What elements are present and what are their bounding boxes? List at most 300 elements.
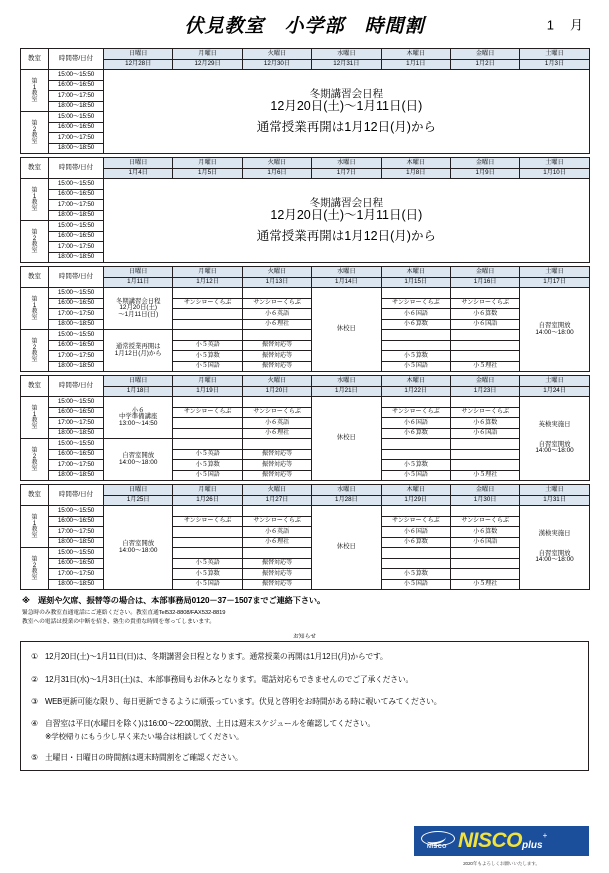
notice-item-4 (31, 718, 578, 742)
banner-line-1: 冬期講習会日程 (309, 197, 384, 210)
class-cell-mon: サンシローくらぶ (173, 516, 242, 527)
class-cell-thu: 小５算数 (381, 569, 450, 580)
class-cell-thu (381, 548, 450, 559)
notice-number: ③ (31, 697, 38, 707)
date-header-3: 12月31日 (312, 59, 381, 70)
class-cell-thu (381, 397, 450, 408)
class-cell-fri (450, 439, 519, 450)
time-slot: 15:00～15:50 (49, 506, 104, 517)
class-cell-mon (173, 418, 242, 429)
header-timeslot: 時間帯/日付 (49, 158, 104, 179)
class-cell-tue: 振替対応等 (242, 460, 311, 471)
class-cell-thu: 小６国語 (381, 527, 450, 538)
timetable-row (21, 439, 590, 450)
time-slot: 17:00～17:50 (49, 200, 104, 211)
time-slot: 17:00～17:50 (49, 418, 104, 429)
page-title: 伏見教室 小学部 時間割 (184, 15, 425, 37)
weekday-header-row (21, 49, 590, 60)
wednesday-holiday-note: 休校日 (312, 397, 381, 481)
class-cell-tue: 小６英語 (242, 309, 311, 320)
class-cell-mon (173, 319, 242, 330)
class-cell-thu (381, 340, 450, 351)
weekday-header-4: 木曜日 (381, 158, 450, 169)
class-cell-thu: 小５国語 (381, 361, 450, 372)
class-cell-mon: 小５算数 (173, 351, 242, 362)
saturday-note: 漢検実施日 自習室開放 14:00～18:00 (520, 506, 589, 590)
date-header-2: 1月20日 (242, 386, 311, 397)
weekday-header-0: 日曜日 (104, 485, 173, 496)
weekday-header-6: 土曜日 (520, 158, 589, 169)
holiday-banner (104, 70, 590, 154)
notice-text: 土曜日・日曜日の時間割は週末時間割をご確認ください。 (45, 753, 243, 763)
time-slot: 15:00～15:50 (49, 112, 104, 123)
logo-caption: 2020年もよろしくお願いいたします。 (463, 861, 540, 866)
header-room: 教室 (21, 49, 49, 70)
month-number: 1 (546, 17, 554, 33)
weekday-header-row (21, 158, 590, 169)
logo-area (414, 826, 589, 867)
room-label-0: 第 1 教 室 (21, 70, 49, 112)
notice-text: 12月31日(水)～1月3日(土)は、本部事務局もお休みとなります。電話対応もできませんのでご了承ください。 (45, 674, 414, 684)
notices-section (20, 631, 589, 771)
header-timeslot: 時間帯/日付 (49, 376, 104, 397)
contact-main-line: ※ 遅刻や欠席、振替等の場合は、本部事務局0120－37－1507までご連絡下さい。 (22, 596, 326, 605)
class-cell-mon (173, 428, 242, 439)
class-cell-tue (242, 548, 311, 559)
time-slot: 17:00～17:50 (49, 527, 104, 538)
time-slot: 18:00～18:50 (49, 101, 104, 112)
class-cell-thu (381, 506, 450, 517)
date-header-3: 1月7日 (312, 168, 381, 179)
time-slot: 15:00～15:50 (49, 548, 104, 559)
weekday-header-6: 土曜日 (520, 376, 589, 387)
class-cell-thu: サンシローくらぶ (381, 407, 450, 418)
header-timeslot: 時間帯/日付 (49, 267, 104, 288)
time-slot: 17:00～17:50 (49, 351, 104, 362)
time-slot: 15:00～15:50 (49, 221, 104, 232)
weekday-header-6: 土曜日 (520, 485, 589, 496)
class-cell-mon (173, 330, 242, 341)
weekday-header-row (21, 376, 590, 387)
room-label-0: 第 1 教 室 (21, 397, 49, 439)
weekday-header-6: 土曜日 (520, 267, 589, 278)
notice-number: ⑤ (31, 753, 38, 763)
weekday-header-5: 金曜日 (450, 485, 519, 496)
class-cell-tue: 小６英語 (242, 527, 311, 538)
class-cell-fri (450, 340, 519, 351)
date-header-4: 1月29日 (381, 495, 450, 506)
wednesday-holiday-note: 休校日 (312, 506, 381, 590)
date-header-5: 1月23日 (450, 386, 519, 397)
class-cell-fri: サンシローくらぶ (450, 298, 519, 309)
notices-box (20, 641, 589, 771)
class-cell-thu (381, 439, 450, 450)
header-room: 教室 (21, 158, 49, 179)
class-cell-thu (381, 558, 450, 569)
class-cell-thu (381, 449, 450, 460)
time-slot: 18:00～18:50 (49, 428, 104, 439)
notice-number: ① (31, 652, 38, 662)
sunday-note: 自習室開放 14:00～18:00 (104, 506, 173, 590)
week-table-week-1 (20, 48, 590, 154)
date-header-2: 1月6日 (242, 168, 311, 179)
weekday-header-1: 月曜日 (173, 376, 242, 387)
class-cell-tue: 小６理社 (242, 428, 311, 439)
time-slot: 16:00～16:50 (49, 80, 104, 91)
class-cell-fri: 小６国語 (450, 428, 519, 439)
time-slot: 16:00～16:50 (49, 298, 104, 309)
room-label-0: 第 1 教 室 (21, 506, 49, 548)
class-cell-mon: 小５英語 (173, 449, 242, 460)
header-timeslot: 時間帯/日付 (49, 485, 104, 506)
holiday-banner (104, 179, 590, 263)
weekday-header-5: 金曜日 (450, 158, 519, 169)
class-cell-thu: 小５算数 (381, 351, 450, 362)
time-slot: 17:00～17:50 (49, 133, 104, 144)
banner-line-2: 12月20日(土)～1月11日(日) (270, 98, 423, 113)
class-cell-mon (173, 397, 242, 408)
class-cell-thu: 小６算数 (381, 537, 450, 548)
date-header-row (21, 277, 590, 288)
class-cell-tue (242, 288, 311, 299)
date-header-row (21, 495, 590, 506)
date-header-3: 1月21日 (312, 386, 381, 397)
class-cell-fri: サンシローくらぶ (450, 516, 519, 527)
class-cell-tue: 振替対応等 (242, 361, 311, 372)
time-slot: 15:00～15:50 (49, 439, 104, 450)
time-slot: 17:00～17:50 (49, 569, 104, 580)
weekday-header-3: 水曜日 (312, 376, 381, 387)
date-header-5: 1月2日 (450, 59, 519, 70)
class-cell-fri: 小６算数 (450, 418, 519, 429)
date-header-6: 1月17日 (520, 277, 589, 288)
contact-sub-line-2: 教室への電話は授業の中断を招き、塾生の貴重な時間を奪ってしまいます。 (22, 618, 215, 625)
sunday-note: 冬期講習会日程 12月20日(土) ～1月11日(日) (104, 288, 173, 330)
notice-subtext: ※学校帰りにもう少し早く来たい場合は相談してください。 (45, 731, 244, 741)
time-slot: 15:00～15:50 (49, 397, 104, 408)
weekday-header-2: 火曜日 (242, 485, 311, 496)
time-slot: 17:00～17:50 (49, 309, 104, 320)
class-cell-thu: サンシローくらぶ (381, 298, 450, 309)
time-slot: 17:00～17:50 (49, 242, 104, 253)
room-label-1: 第 2 教 室 (21, 439, 49, 481)
class-cell-fri (450, 330, 519, 341)
class-cell-fri: サンシローくらぶ (450, 407, 519, 418)
time-slot: 16:00～16:50 (49, 558, 104, 569)
class-cell-mon (173, 506, 242, 517)
month-indicator (547, 15, 583, 34)
class-cell-fri: 小６算数 (450, 527, 519, 538)
contact-sub-line-1: 緊急時のみ教室直通電話にご連絡ください。教室直通Tel532-8808/FAX532-8819 (22, 609, 226, 616)
logo-plus-text: plus (522, 840, 543, 851)
class-cell-mon (173, 309, 242, 320)
class-cell-mon: 小５国語 (173, 470, 242, 481)
class-cell-mon: 小５算数 (173, 569, 242, 580)
class-cell-fri: 小５理社 (450, 361, 519, 372)
class-cell-tue: 振替対応等 (242, 351, 311, 362)
class-cell-mon: 小５算数 (173, 460, 242, 471)
sunday-note: 自習室開放 14:00～18:00 (104, 439, 173, 481)
notice-body (45, 696, 441, 708)
week-table-week-5 (20, 484, 590, 590)
weekday-header-0: 日曜日 (104, 158, 173, 169)
time-slot: 18:00～18:50 (49, 470, 104, 481)
nisco-logo (414, 826, 589, 856)
notice-number: ④ (31, 719, 38, 729)
class-cell-fri (450, 548, 519, 559)
header-room: 教室 (21, 267, 49, 288)
time-slot: 18:00～18:50 (49, 361, 104, 372)
timetable-container (20, 48, 589, 590)
class-cell-mon (173, 288, 242, 299)
week-table-week-4 (20, 375, 590, 481)
date-header-4: 1月8日 (381, 168, 450, 179)
class-cell-mon (173, 548, 242, 559)
class-cell-thu: 小６国語 (381, 418, 450, 429)
date-header-4: 1月22日 (381, 386, 450, 397)
class-cell-mon (173, 527, 242, 538)
time-slot: 17:00～17:50 (49, 91, 104, 102)
timetable-row (21, 70, 590, 81)
weekday-header-4: 木曜日 (381, 485, 450, 496)
class-cell-thu: 小５国語 (381, 470, 450, 481)
time-slot: 18:00～18:50 (49, 210, 104, 221)
date-header-6: 1月31日 (520, 495, 589, 506)
date-header-3: 1月14日 (312, 277, 381, 288)
timetable-row (21, 179, 590, 190)
date-header-5: 1月16日 (450, 277, 519, 288)
header-timeslot: 時間帯/日付 (49, 49, 104, 70)
time-slot: 16:00～16:50 (49, 231, 104, 242)
room-label-1: 第 2 教 室 (21, 548, 49, 590)
class-cell-fri (450, 569, 519, 580)
weekday-header-4: 木曜日 (381, 49, 450, 60)
class-cell-tue: サンシローくらぶ (242, 407, 311, 418)
date-header-1: 12月29日 (173, 59, 242, 70)
date-header-row (21, 59, 590, 70)
class-cell-tue (242, 397, 311, 408)
sunday-note: 通常授業再開は 1月12日(月)から (104, 330, 173, 372)
class-cell-fri: 小５理社 (450, 470, 519, 481)
banner-line-3: 通常授業再開は1月12日(月)から (256, 229, 436, 244)
date-header-1: 1月19日 (173, 386, 242, 397)
class-cell-tue (242, 439, 311, 450)
saturday-note: 英検実施日 自習室開放 14:00～18:00 (520, 397, 589, 481)
room-label-0: 第 1 教 室 (21, 179, 49, 221)
date-header-5: 1月30日 (450, 495, 519, 506)
timetable-row (21, 397, 590, 408)
time-slot: 18:00～18:50 (49, 537, 104, 548)
date-header-1: 1月5日 (173, 168, 242, 179)
notice-body (45, 718, 375, 742)
saturday-note: 自習室開放 14:00～18:00 (520, 288, 589, 372)
class-cell-thu (381, 288, 450, 299)
date-header-0: 1月11日 (104, 277, 173, 288)
week-table-week-2 (20, 157, 590, 263)
notice-item-2 (31, 674, 578, 686)
class-cell-tue: 振替対応等 (242, 558, 311, 569)
notice-number: ② (31, 674, 38, 684)
class-cell-tue: 振替対応等 (242, 470, 311, 481)
class-cell-fri: 小６国語 (450, 319, 519, 330)
weekday-header-5: 金曜日 (450, 267, 519, 278)
wednesday-holiday-note: 休校日 (312, 288, 381, 372)
class-cell-fri (450, 558, 519, 569)
notice-body (45, 651, 388, 663)
weekday-header-6: 土曜日 (520, 49, 589, 60)
time-slot: 16:00～16:50 (49, 122, 104, 133)
time-slot: 18:00～18:50 (49, 319, 104, 330)
header-room: 教室 (21, 376, 49, 397)
class-cell-mon: 小５国語 (173, 579, 242, 590)
date-header-3: 1月28日 (312, 495, 381, 506)
weekday-header-3: 水曜日 (312, 485, 381, 496)
room-label-1: 第 2 教 室 (21, 221, 49, 263)
class-cell-tue (242, 330, 311, 341)
logo-wordmark: NISCO (458, 829, 523, 852)
time-slot: 18:00～18:50 (49, 252, 104, 263)
notice-text: 12月20日(土)～1月11日(日)は、冬期講習会日程となります。通常授業の再開は1月12日(月)からです。 (45, 652, 388, 662)
time-slot: 15:00～15:50 (49, 288, 104, 299)
class-cell-tue: 振替対応等 (242, 569, 311, 580)
date-header-1: 1月12日 (173, 277, 242, 288)
class-cell-tue: 振替対応等 (242, 340, 311, 351)
class-cell-mon: 小５英語 (173, 558, 242, 569)
room-label-0: 第 1 教 室 (21, 288, 49, 330)
class-cell-mon: 小５国語 (173, 361, 242, 372)
date-header-2: 1月27日 (242, 495, 311, 506)
class-cell-mon (173, 537, 242, 548)
class-cell-thu: 小６国語 (381, 309, 450, 320)
date-header-0: 1月4日 (104, 168, 173, 179)
class-cell-mon: サンシローくらぶ (173, 407, 242, 418)
time-slot: 16:00～16:50 (49, 516, 104, 527)
date-header-row (21, 386, 590, 397)
weekday-header-0: 日曜日 (104, 267, 173, 278)
class-cell-tue: 振替対応等 (242, 449, 311, 460)
timetable-row (21, 288, 590, 299)
date-header-6: 1月3日 (520, 59, 589, 70)
date-header-5: 1月9日 (450, 168, 519, 179)
class-cell-fri: 小５理社 (450, 579, 519, 590)
weekday-header-0: 日曜日 (104, 49, 173, 60)
nisco-fish-icon (420, 829, 454, 853)
title-row (20, 0, 589, 48)
time-slot: 18:00～18:50 (49, 579, 104, 590)
notices-label: お知らせ (292, 634, 316, 641)
time-slot: 15:00～15:50 (49, 330, 104, 341)
time-slot: 16:00～16:50 (49, 407, 104, 418)
notice-body (45, 674, 413, 686)
time-slot: 15:00～15:50 (49, 70, 104, 81)
date-header-1: 1月26日 (173, 495, 242, 506)
class-cell-tue: サンシローくらぶ (242, 298, 311, 309)
class-cell-thu: 小５国語 (381, 579, 450, 590)
date-header-2: 12月30日 (242, 59, 311, 70)
class-cell-mon (173, 439, 242, 450)
room-label-1: 第 2 教 室 (21, 112, 49, 154)
class-cell-fri (450, 351, 519, 362)
class-cell-thu: サンシローくらぶ (381, 516, 450, 527)
class-cell-fri (450, 288, 519, 299)
class-cell-thu (381, 330, 450, 341)
date-header-2: 1月13日 (242, 277, 311, 288)
class-cell-tue: サンシローくらぶ (242, 516, 311, 527)
weekday-header-1: 月曜日 (173, 49, 242, 60)
weekday-header-1: 月曜日 (173, 267, 242, 278)
class-cell-fri (450, 397, 519, 408)
class-cell-thu: 小６算数 (381, 428, 450, 439)
class-cell-mon: サンシローくらぶ (173, 298, 242, 309)
month-unit: 月 (569, 17, 583, 33)
timetable-row (21, 330, 590, 341)
weekday-header-2: 火曜日 (242, 267, 311, 278)
date-header-0: 12月28日 (104, 59, 173, 70)
logo-mark-text: NISCO (427, 844, 447, 850)
time-slot: 16:00～16:50 (49, 449, 104, 460)
weekday-header-3: 水曜日 (312, 49, 381, 60)
class-cell-fri (450, 460, 519, 471)
class-cell-tue: 小６理社 (242, 319, 311, 330)
time-slot: 17:00～17:50 (49, 460, 104, 471)
notice-item-1 (31, 651, 578, 663)
banner-line-3: 通常授業再開は1月12日(月)から (256, 120, 436, 135)
notice-text: 自習室は平日(水曜日を除く)は16:00～22:00開放、土日は週末スケジュールを確認してください。 (45, 719, 376, 729)
banner-line-1: 冬期講習会日程 (309, 88, 384, 101)
week-table-week-3 (20, 266, 590, 372)
date-header-6: 1月24日 (520, 386, 589, 397)
class-cell-thu: 小６算数 (381, 319, 450, 330)
notice-item-5 (31, 752, 578, 764)
class-cell-fri: 小６算数 (450, 309, 519, 320)
weekday-header-1: 月曜日 (173, 158, 242, 169)
weekday-header-row (21, 267, 590, 278)
time-slot: 15:00～15:50 (49, 179, 104, 190)
class-cell-tue: 振替対応等 (242, 579, 311, 590)
date-header-0: 1月25日 (104, 495, 173, 506)
class-cell-mon: 小５英語 (173, 340, 242, 351)
weekday-header-3: 水曜日 (312, 158, 381, 169)
weekday-header-0: 日曜日 (104, 376, 173, 387)
header-room: 教室 (21, 485, 49, 506)
room-label-1: 第 2 教 室 (21, 330, 49, 372)
time-slot: 18:00～18:50 (49, 143, 104, 154)
time-slot: 16:00～16:50 (49, 340, 104, 351)
weekday-header-row (21, 485, 590, 496)
notice-text: WEB更新可能な限り、毎日更新できるように頑張っています。伏見と啓明をお時間がある時に覗いてみてください。 (45, 697, 442, 707)
class-cell-tue: 小６英語 (242, 418, 311, 429)
weekday-header-2: 火曜日 (242, 376, 311, 387)
class-cell-thu: 小５算数 (381, 460, 450, 471)
notice-item-3 (31, 696, 578, 708)
weekday-header-4: 木曜日 (381, 376, 450, 387)
date-header-4: 1月1日 (381, 59, 450, 70)
class-cell-tue: 小６理社 (242, 537, 311, 548)
date-header-4: 1月15日 (381, 277, 450, 288)
class-cell-fri (450, 506, 519, 517)
banner-line-2: 12月20日(土)～1月11日(日) (270, 207, 423, 222)
class-cell-fri: 小６国語 (450, 537, 519, 548)
logo-superscript: + (542, 831, 548, 840)
class-cell-tue (242, 506, 311, 517)
date-header-0: 1月18日 (104, 386, 173, 397)
weekday-header-3: 水曜日 (312, 267, 381, 278)
notice-body (45, 752, 243, 764)
date-header-row (21, 168, 590, 179)
contact-footnote (20, 595, 589, 626)
date-header-6: 1月10日 (520, 168, 589, 179)
weekday-header-4: 木曜日 (381, 267, 450, 278)
